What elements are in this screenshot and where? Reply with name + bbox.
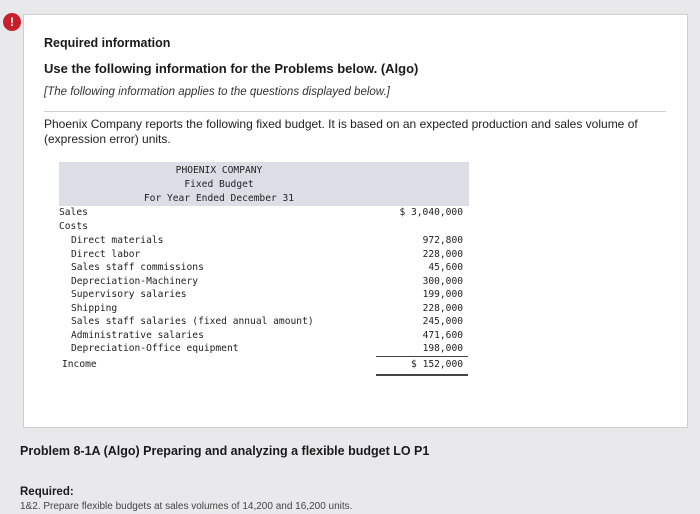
cost-label-shipping: Shipping (71, 302, 118, 314)
cost-label-sales-staff-salaries: Sales staff salaries (fixed annual amount) (71, 316, 314, 327)
cost-value-sales-staff-salaries: 245,000 (422, 316, 463, 327)
cost-label-depreciation-machinery: Depreciation-Machinery (71, 275, 199, 287)
costs-label: Costs (59, 221, 88, 232)
cost-value-shipping: 228,000 (422, 302, 463, 314)
required-information-heading: Required information (44, 36, 171, 50)
income-value: $ 152,000 (411, 359, 463, 370)
budget-period: For Year Ended December 31 (143, 193, 295, 204)
intro-paragraph: Phoenix Company reports the following fixed budget. It is based on an expected production and sales volume of (expression error) units. (44, 117, 638, 146)
cost-value-direct-labor: 228,000 (422, 248, 463, 260)
instructions-heading: Use the following information for the Problems below. (Algo) (44, 61, 419, 76)
cost-value-administrative-salaries: 471,600 (422, 329, 463, 341)
sales-label: Sales (59, 207, 88, 218)
fixed-budget-table (59, 162, 469, 378)
total-double-rule (376, 374, 468, 376)
cost-label-supervisory-salaries: Supervisory salaries (71, 289, 187, 300)
cost-label-direct-labor: Direct labor (71, 248, 141, 260)
cost-label-sales-commissions: Sales staff commissions (71, 262, 204, 273)
requirement-text-partial: 1&2. Prepare flexible budgets at sales volumes of 14,200 and 16,200 units. (20, 501, 353, 512)
company-name: PHOENIX COMPANY (175, 165, 263, 176)
applies-note: [The following information applies to the questions displayed below.] (44, 86, 390, 98)
cost-value-depreciation-office: 198,000 (422, 343, 463, 354)
cost-value-supervisory-salaries: 199,000 (422, 289, 463, 300)
cost-value-sales-commissions: 45,600 (428, 262, 463, 273)
required-information-panel (23, 14, 688, 428)
alert-icon: ! (3, 13, 21, 31)
subtotal-rule (376, 356, 468, 357)
cost-label-depreciation-office: Depreciation-Office equipment (71, 343, 239, 354)
cost-label-direct-materials: Direct materials (71, 235, 164, 246)
sales-value: $ 3,040,000 (399, 207, 463, 218)
budget-name: Fixed Budget (184, 179, 254, 190)
income-label: Income (62, 359, 97, 370)
cost-label-administrative-salaries: Administrative salaries (71, 329, 204, 341)
required-label: Required: (20, 486, 74, 498)
cost-value-depreciation-machinery: 300,000 (422, 275, 463, 287)
divider (44, 111, 666, 112)
problem-title: Problem 8-1A (Algo) Preparing and analyzing a flexible budget LO P1 (20, 444, 430, 458)
cost-value-direct-materials: 972,800 (422, 235, 463, 246)
budget-header (59, 162, 469, 206)
